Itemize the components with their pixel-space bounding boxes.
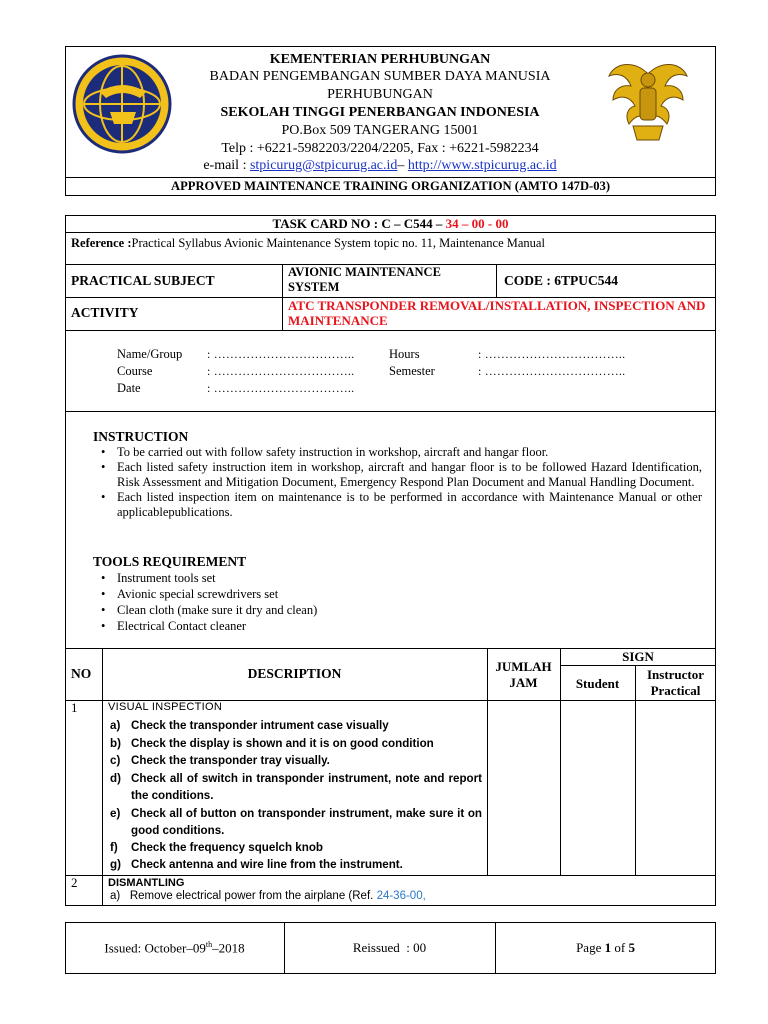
agency-name-cont: PERHUBUNGAN (327, 87, 433, 102)
step-letter: a) (110, 719, 121, 732)
website-link[interactable]: http://www.stpicurug.ac.id (407, 158, 557, 173)
instruction-item: • Each listed safety instruction item in workshop, aircraft and hangar floor is to be followed Hazard Identification, Risk Assessment and Mitigation Document, Emergency Respond Plan Document and Manual Handling Document. (93, 460, 702, 490)
row1-step-g (110, 856, 482, 873)
step-text: Check antenna and wire line from the instrument. (131, 858, 403, 871)
col-jam: JAM (509, 675, 538, 690)
page-total: 5 (628, 940, 635, 955)
step-letter: c) (110, 754, 121, 767)
col-instructor (635, 667, 716, 699)
ministry-name: KEMENTERIAN PERHUBUNGAN (269, 52, 491, 67)
instruction-title: INSTRUCTION (93, 429, 189, 444)
reference-line (71, 235, 545, 251)
step-letter: g) (110, 858, 121, 871)
reference-text: Practical Syllabus Avionic Maintenance System topic no. 11, Maintenance Manual (131, 236, 545, 250)
row1-step-e (110, 805, 482, 839)
activity-value: ATC TRANSPONDER REMOVAL/INSTALLATION, INSPECTION AND MAINTENANCE (288, 298, 706, 328)
course-code: CODE : 6TPUC544 (504, 273, 618, 288)
phone-fax: Telp : +6221-5982203/2204/2205, Fax : +6221-5982234 (221, 141, 539, 156)
col-jumlah-jam (487, 659, 560, 691)
step-text: Check the transponder intrument case visually (131, 719, 389, 732)
divider (65, 875, 716, 876)
row1-step-b (110, 735, 482, 752)
tools-item: • Electrical Contact cleaner (93, 618, 593, 634)
form-date-field[interactable]: : …………………………….. (207, 381, 355, 395)
tools-item: • Avionic special screwdrivers set (93, 586, 593, 602)
col-instructor-line2: Practical (650, 683, 701, 698)
tools-item: • Instrument tools set (93, 570, 593, 586)
po-box: PO.Box 509 TANGERANG 15001 (281, 123, 479, 138)
instruction-item: • Each listed inspection item on maintenance is to be performed in accordance with Maintenance Manual or other applicablepublications. (93, 490, 702, 520)
step-text: Check the frequency squelch knob (131, 841, 323, 854)
form-hours-label: Hours (389, 347, 420, 361)
row1-step-a (110, 717, 482, 734)
reference-label: Reference : (71, 236, 132, 250)
divider (102, 648, 103, 906)
form-name-field[interactable]: : …………………………….. (207, 347, 355, 361)
row2-title: DISMANTLING (108, 877, 185, 889)
divider (65, 232, 716, 233)
form-hours-field[interactable]: : …………………………….. (478, 347, 626, 361)
taskcard-title (65, 216, 716, 232)
row1-step-d (110, 770, 482, 804)
issued-suffix: –2018 (212, 940, 245, 956)
step-text: Check all of button on transponder instrument, make sure it on good conditions. (131, 807, 482, 837)
taskcard-code: 34 – 00 - 00 (445, 216, 509, 231)
instruction-list (93, 445, 702, 520)
col-no: NO (71, 666, 92, 681)
col-student: Student (575, 676, 620, 691)
row1-step-f (110, 839, 482, 856)
email-label: e-mail : (203, 158, 250, 173)
agency-name: BADAN PENGEMBANGAN SUMBER DAYA MANUSIA (209, 69, 551, 84)
page-current: 1 (604, 940, 612, 955)
form-semester-field[interactable]: : …………………………….. (478, 364, 626, 378)
step-text: Remove electrical power from the airplane (Ref. (129, 890, 374, 902)
issued-prefix: Issued: October–09 (104, 940, 206, 956)
row1-title: VISUAL INSPECTION (108, 701, 223, 713)
taskcard-title-prefix: TASK CARD NO : C – C544 – (272, 216, 446, 231)
school-name: SEKOLAH TINGGI PENERBANGAN INDONESIA (220, 105, 540, 120)
row1-number: 1 (71, 700, 78, 715)
step-letter: e) (110, 807, 121, 820)
step-letter: a) (110, 890, 121, 902)
col-sign: SIGN (622, 649, 654, 664)
garuda-emblem-icon (605, 54, 691, 146)
activity-label: ACTIVITY (71, 305, 139, 320)
divider (560, 665, 716, 666)
tools-item: • Clean cloth (make sure it dry and clean) (93, 602, 593, 618)
row2-step-a (110, 890, 426, 902)
step-reference-link[interactable]: 24-36-00, (376, 890, 426, 902)
divider (496, 264, 497, 297)
step-text: Check the transponder tray visually. (131, 754, 330, 767)
form-name-label: Name/Group (117, 347, 183, 361)
form-course-label: Course (117, 364, 153, 378)
col-instructor-line1: Instructor (646, 667, 705, 682)
email-link[interactable]: stpicurug@stpicurug.ac.id (249, 158, 398, 173)
amto-title: APPROVED MAINTENANCE TRAINING ORGANIZATION (AMTO 147D-03) (170, 179, 611, 193)
subject-label: PRACTICAL SUBJECT (71, 273, 215, 288)
subject-value: AVIONIC MAINTENANCE SYSTEM (288, 265, 441, 294)
step-text: Check all of switch in transponder instrument, note and report the conditions. (131, 772, 482, 802)
issued-date (65, 940, 284, 956)
row1-step-c (110, 752, 482, 769)
instruction-item: • To be carried out with follow safety instruction in workshop, aircraft and hangar floor. (93, 445, 702, 460)
step-letter: b) (110, 737, 121, 750)
divider (65, 411, 716, 412)
col-description: DESCRIPTION (247, 666, 342, 681)
row2-number: 2 (71, 875, 78, 890)
contact-line (190, 157, 570, 175)
form-course-field[interactable]: : …………………………….. (207, 364, 355, 378)
page-prefix: Page (576, 940, 605, 955)
divider (65, 330, 716, 331)
tools-list (93, 570, 593, 634)
step-text: Check the display is shown and it is on good condition (131, 737, 434, 750)
ministry-logo-icon (70, 52, 174, 156)
reissued: Reissued : 00 (352, 940, 427, 955)
step-letter: f) (110, 841, 118, 854)
form-semester-label: Semester (389, 364, 435, 378)
page-of: of (611, 940, 629, 955)
form-date-label: Date (117, 381, 141, 395)
issued-sup: th (205, 940, 213, 949)
tools-title: TOOLS REQUIREMENT (93, 554, 247, 569)
contact-separator: – (397, 158, 408, 173)
step-letter: d) (110, 772, 121, 785)
page-number (495, 940, 716, 956)
col-jumlah: JUMLAH (495, 659, 552, 674)
